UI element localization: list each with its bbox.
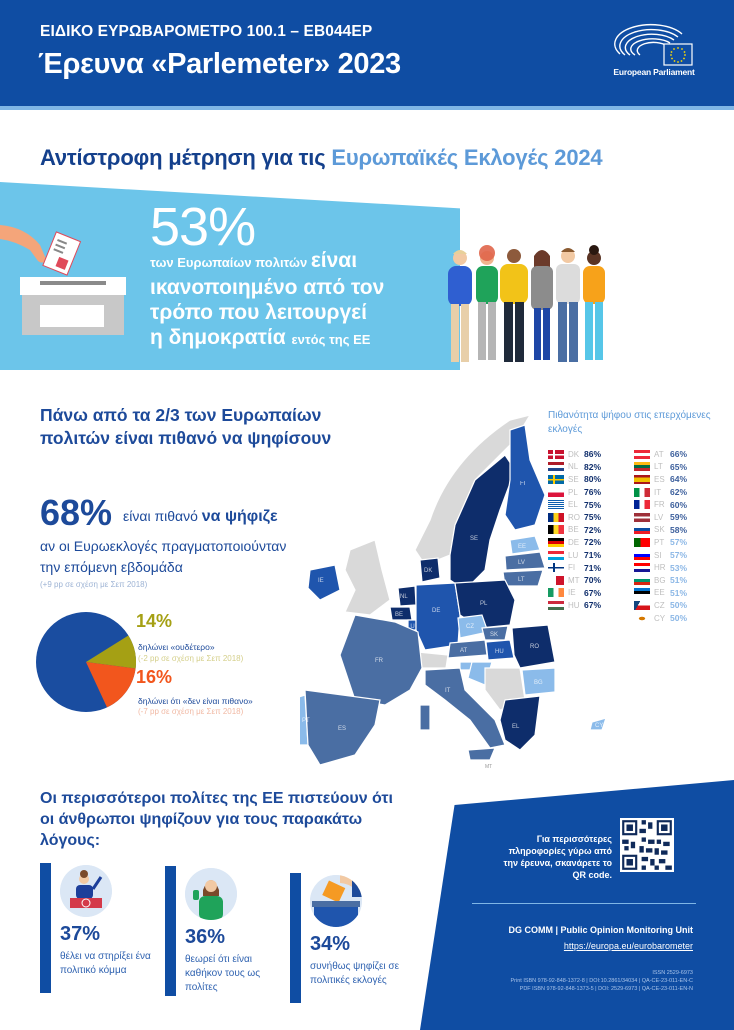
issn: ISSN 2529-6973 [652, 970, 693, 976]
publication-identifiers [420, 969, 693, 993]
sat-line2: ικανοποιημένο από τον [150, 276, 385, 299]
vote-likelihood-value: 59% [670, 512, 688, 523]
likely-line1 [123, 508, 278, 526]
unlikely-value: 16% [136, 667, 173, 687]
flag-cy-icon [634, 614, 650, 623]
thumbs-up-person-icon [185, 868, 237, 920]
sat-line4-small: εντός της ΕΕ [291, 332, 371, 347]
country-code: HU [568, 600, 580, 610]
vote-likelihood-value: 86% [584, 449, 602, 460]
country-code: RO [568, 512, 580, 522]
flag-bg-icon [634, 576, 650, 585]
print-isbn: Print ISBN 978-92-848-1372-8 | DOI:10.2861/34034 | QA-CE-23-011-EN-C [510, 978, 693, 984]
reason-value: 34% [310, 933, 351, 955]
legend-row-bg [634, 574, 720, 587]
eurobarometer-link[interactable]: https://europa.eu/eurobarometer [563, 941, 693, 951]
legend-row-es [634, 473, 720, 486]
legend-row-ro [548, 511, 634, 524]
vote-likelihood-value: 64% [670, 474, 688, 485]
flag-lv-icon [634, 513, 650, 522]
country-code: LV [654, 512, 664, 522]
vote-likelihood-value: 70% [584, 575, 602, 586]
svg-text:FR: FR [375, 658, 383, 664]
reason-card-habit [290, 873, 410, 1003]
vote-likelihood-value: 66% [670, 449, 688, 460]
likely-line2-block [40, 536, 286, 578]
logo-text: European Parliament [613, 67, 695, 77]
svg-text:NL: NL [400, 594, 408, 600]
european-parliament-logo [612, 20, 696, 80]
likely-to-vote-value: 68% [40, 492, 113, 533]
neutral-delta: (-2 pp σε σχέση με Σεπ 2018) [138, 654, 244, 663]
svg-text:CY: CY [595, 723, 604, 729]
reasons-title: Οι περισσότεροι πολίτες της ΕΕ πιστεύουν ότι οι άνθρωποι ψηφίζουν για τους παρακάτω λόγους: [40, 790, 393, 849]
country-code: LT [654, 462, 663, 472]
legend-row-nl [548, 461, 634, 474]
vote-likelihood-value: 58% [670, 524, 688, 535]
countdown-title-main: Αντίστροφη μέτρηση για τις [40, 145, 332, 170]
likely-line1-regular: είναι πιθανό [123, 508, 202, 524]
reason-card-civic-duty [165, 866, 285, 996]
casting-ballot-icon [310, 875, 362, 927]
vote-likelihood-value: 67% [584, 600, 602, 611]
qr-instruction: Για περισσότερες πληροφορίες γύρω από την έρευνα, σκανάρετε το QR code. [503, 834, 612, 880]
reason-card-support-party [40, 863, 160, 993]
flag-es-icon [634, 475, 650, 484]
sat-line3: τρόπο που λειτουργεί [150, 301, 367, 324]
country-code: CZ [654, 600, 665, 610]
flag-it-icon [634, 488, 650, 497]
svg-text:IE: IE [318, 578, 324, 584]
legend-row-fr [634, 498, 720, 511]
legend-row-de [548, 536, 634, 549]
svg-text:EE: EE [518, 544, 527, 550]
vote-likelihood-value: 71% [584, 550, 602, 561]
flag-si-icon [634, 551, 650, 560]
svg-text:IT: IT [445, 688, 451, 694]
country-code: CY [654, 613, 666, 623]
legend-row-it [634, 486, 720, 499]
politician-speaking-icon [60, 865, 112, 917]
svg-text:AT: AT [460, 648, 468, 654]
svg-text:RO: RO [530, 644, 539, 650]
legend-row-se [548, 473, 634, 486]
legend-row-sk [634, 524, 720, 537]
country-code: SE [568, 474, 579, 484]
country-code: MT [568, 575, 580, 585]
likely-line3: την επόμενη εβδομάδα [40, 559, 183, 575]
vote-likelihood-value: 57% [670, 550, 688, 561]
vote-likelihood-value: 75% [584, 499, 602, 510]
reason-text: θέλει να στηρίξει ένα πολιτικό κόμμα [60, 951, 151, 976]
country-code: IT [654, 487, 662, 497]
flag-el-icon [548, 500, 564, 509]
legend-row-pl [548, 486, 634, 499]
group-of-people-illustration [440, 240, 620, 370]
legend-row-cy [634, 612, 720, 625]
flag-mt-icon [548, 576, 564, 585]
reason-accent-bar [290, 873, 301, 1003]
flag-se-icon [548, 475, 564, 484]
neutral-value: 14% [136, 611, 173, 631]
legend-row-cz [634, 599, 720, 612]
flag-pt-icon [634, 538, 650, 547]
likely-to-vote-title: Πάνω από τα 2/3 των Ευρωπαίων πολιτών είναι πιθανό να ψηφίσουν [40, 405, 332, 448]
vote-likelihood-value: 53% [670, 562, 688, 573]
vote-likelihood-value: 71% [584, 562, 602, 573]
survey-kicker: ΕΙΔΙΚΟ ΕΥΡΩΒΑΡΟΜΕΤΡΟ 100.1 – EB044EP [40, 23, 373, 40]
svg-text:SE: SE [470, 536, 479, 542]
country-code: SK [654, 525, 665, 535]
satisfaction-value: 53% [150, 197, 256, 257]
vote-likelihood-pie-chart [36, 612, 136, 712]
legend-row-pt [634, 536, 720, 549]
legend-row-fi [548, 561, 634, 574]
svg-text:EL: EL [512, 724, 520, 730]
legend-row-ie [548, 587, 634, 600]
legend-column-1 [548, 448, 634, 612]
svg-text:CZ: CZ [466, 624, 474, 630]
svg-text:PL: PL [480, 601, 488, 607]
flag-de-icon [548, 538, 564, 547]
legend-row-ee [634, 587, 720, 600]
country-code: BG [654, 575, 666, 585]
country-code: BE [568, 525, 579, 535]
legend-row-lt [634, 461, 720, 474]
hemicycle-icon [612, 20, 696, 66]
svg-text:FI: FI [520, 481, 526, 487]
likely-line2: αν οι Ευρωεκλογές πραγματοποιούνταν [40, 538, 287, 554]
sat-line4-bold: η δημοκρατία [150, 326, 292, 349]
vote-likelihood-value: 65% [670, 461, 688, 472]
reason-accent-bar [165, 866, 176, 996]
legend-row-si [634, 549, 720, 562]
legend-row-hr [634, 561, 720, 574]
country-code: DK [568, 449, 580, 459]
flag-cz-icon [634, 601, 650, 610]
vote-likelihood-value: 50% [670, 613, 688, 624]
country-code: EE [654, 588, 665, 598]
svg-text:MT: MT [485, 764, 493, 770]
flag-hu-icon [548, 601, 564, 610]
legend-column-2 [634, 448, 720, 624]
vote-likelihood-value: 80% [584, 474, 602, 485]
flag-fi-icon [548, 563, 564, 572]
likely-line1-bold: να ψήφιζε [201, 508, 278, 525]
vote-likelihood-value: 82% [584, 461, 602, 472]
footer-divider [472, 903, 696, 904]
flag-ro-icon [548, 513, 564, 522]
country-code: FR [654, 500, 665, 510]
svg-text:DE: DE [432, 608, 441, 614]
country-code: FI [568, 563, 576, 573]
vote-likelihood-value: 62% [670, 487, 688, 498]
vote-likelihood-value: 51% [670, 575, 688, 586]
qr-code[interactable] [620, 818, 674, 872]
svg-text:BG: BG [534, 680, 543, 686]
country-code: EL [568, 500, 578, 510]
vote-likelihood-value: 50% [670, 600, 688, 611]
legend-row-hu [548, 599, 634, 612]
vote-likelihood-value: 57% [670, 537, 688, 548]
header-divider [0, 106, 734, 110]
flag-be-icon [548, 525, 564, 534]
country-code: DE [568, 537, 580, 547]
country-code: LU [568, 550, 579, 560]
legend-row-dk [548, 448, 634, 461]
neutral-label: δηλώνει «ουδέτερο» [138, 642, 215, 652]
svg-text:ES: ES [338, 726, 347, 732]
reason-text: συνήθως ψηφίζει σε πολιτικές εκλογές [310, 961, 400, 986]
vote-likelihood-value: 67% [584, 587, 602, 598]
flag-dk-icon [548, 450, 564, 459]
country-code: ES [654, 474, 665, 484]
reason-accent-bar [40, 863, 51, 993]
reason-value: 36% [185, 926, 226, 948]
flag-fr-icon [634, 500, 650, 509]
legend-row-mt [548, 574, 634, 587]
flag-nl-icon [548, 462, 564, 471]
flag-lt-icon [634, 462, 650, 471]
country-code: PT [654, 537, 665, 547]
legend-row-lv [634, 511, 720, 524]
svg-text:PT: PT [302, 718, 310, 724]
svg-text:HU: HU [495, 649, 504, 655]
flag-ie-icon [548, 588, 564, 597]
svg-text:BE: BE [395, 612, 404, 618]
likely-delta: (+9 pp σε σχέση με Σεπ 2018) [40, 580, 148, 589]
flag-ee-icon [634, 588, 650, 597]
svg-text:LT: LT [518, 577, 525, 583]
legend-row-el [548, 498, 634, 511]
legend-title: Πιθανότητα ψήφου στις επερχόμενες εκλογές [548, 410, 711, 435]
country-code: AT [654, 449, 664, 459]
ballot-box-icon [0, 205, 140, 335]
flag-pl-icon [548, 488, 564, 497]
svg-text:LV: LV [518, 560, 525, 566]
svg-text:DK: DK [424, 568, 433, 574]
flag-lu-icon [548, 551, 564, 560]
satisfaction-text [150, 248, 450, 352]
vote-likelihood-value: 76% [584, 487, 602, 498]
vote-likelihood-value: 51% [670, 587, 688, 598]
country-code: NL [568, 462, 579, 472]
reason-text: θεωρεί ότι είναι καθήκον τους ως πολίτες [185, 954, 261, 993]
legend-row-at [634, 448, 720, 461]
flag-sk-icon [634, 525, 650, 534]
sat-line1-bold: είναι [310, 249, 358, 272]
unlikely-label: δηλώνει ότι «δεν είναι πιθανο» [138, 696, 253, 706]
country-code: HR [654, 563, 666, 573]
header-banner [0, 0, 734, 106]
country-code: IE [568, 588, 576, 598]
legend-row-lu [548, 549, 634, 562]
country-code: SI [654, 550, 662, 560]
flag-hr-icon [634, 563, 650, 572]
pdf-isbn: PDF ISBN 978-92-848-1373-5 | DOI: 2529-6973 | QA-CE-23-011-EN-N [519, 986, 693, 992]
legend-row-be [548, 524, 634, 537]
vote-likelihood-value: 75% [584, 512, 602, 523]
flag-at-icon [634, 450, 650, 459]
svg-text:LU: LU [407, 624, 415, 630]
sat-line1-regular: των Ευρωπαίων πολιτών [150, 255, 311, 270]
vote-likelihood-value: 60% [670, 499, 688, 510]
countdown-title [40, 145, 602, 171]
vote-likelihood-value: 72% [584, 524, 602, 535]
unlikely-delta: (-7 pp σε σχέση με Σεπ 2018) [138, 707, 244, 716]
page-title: Έρευνα «Parlemeter» 2023 [38, 48, 401, 80]
reason-value: 37% [60, 923, 101, 945]
dg-comm-unit: DG COMM | Public Opinion Monitoring Unit [508, 925, 693, 935]
svg-text:SK: SK [490, 632, 499, 638]
vote-likelihood-value: 72% [584, 537, 602, 548]
countdown-title-accent: Ευρωπαϊκές Εκλογές 2024 [331, 145, 603, 170]
country-code: PL [568, 487, 578, 497]
